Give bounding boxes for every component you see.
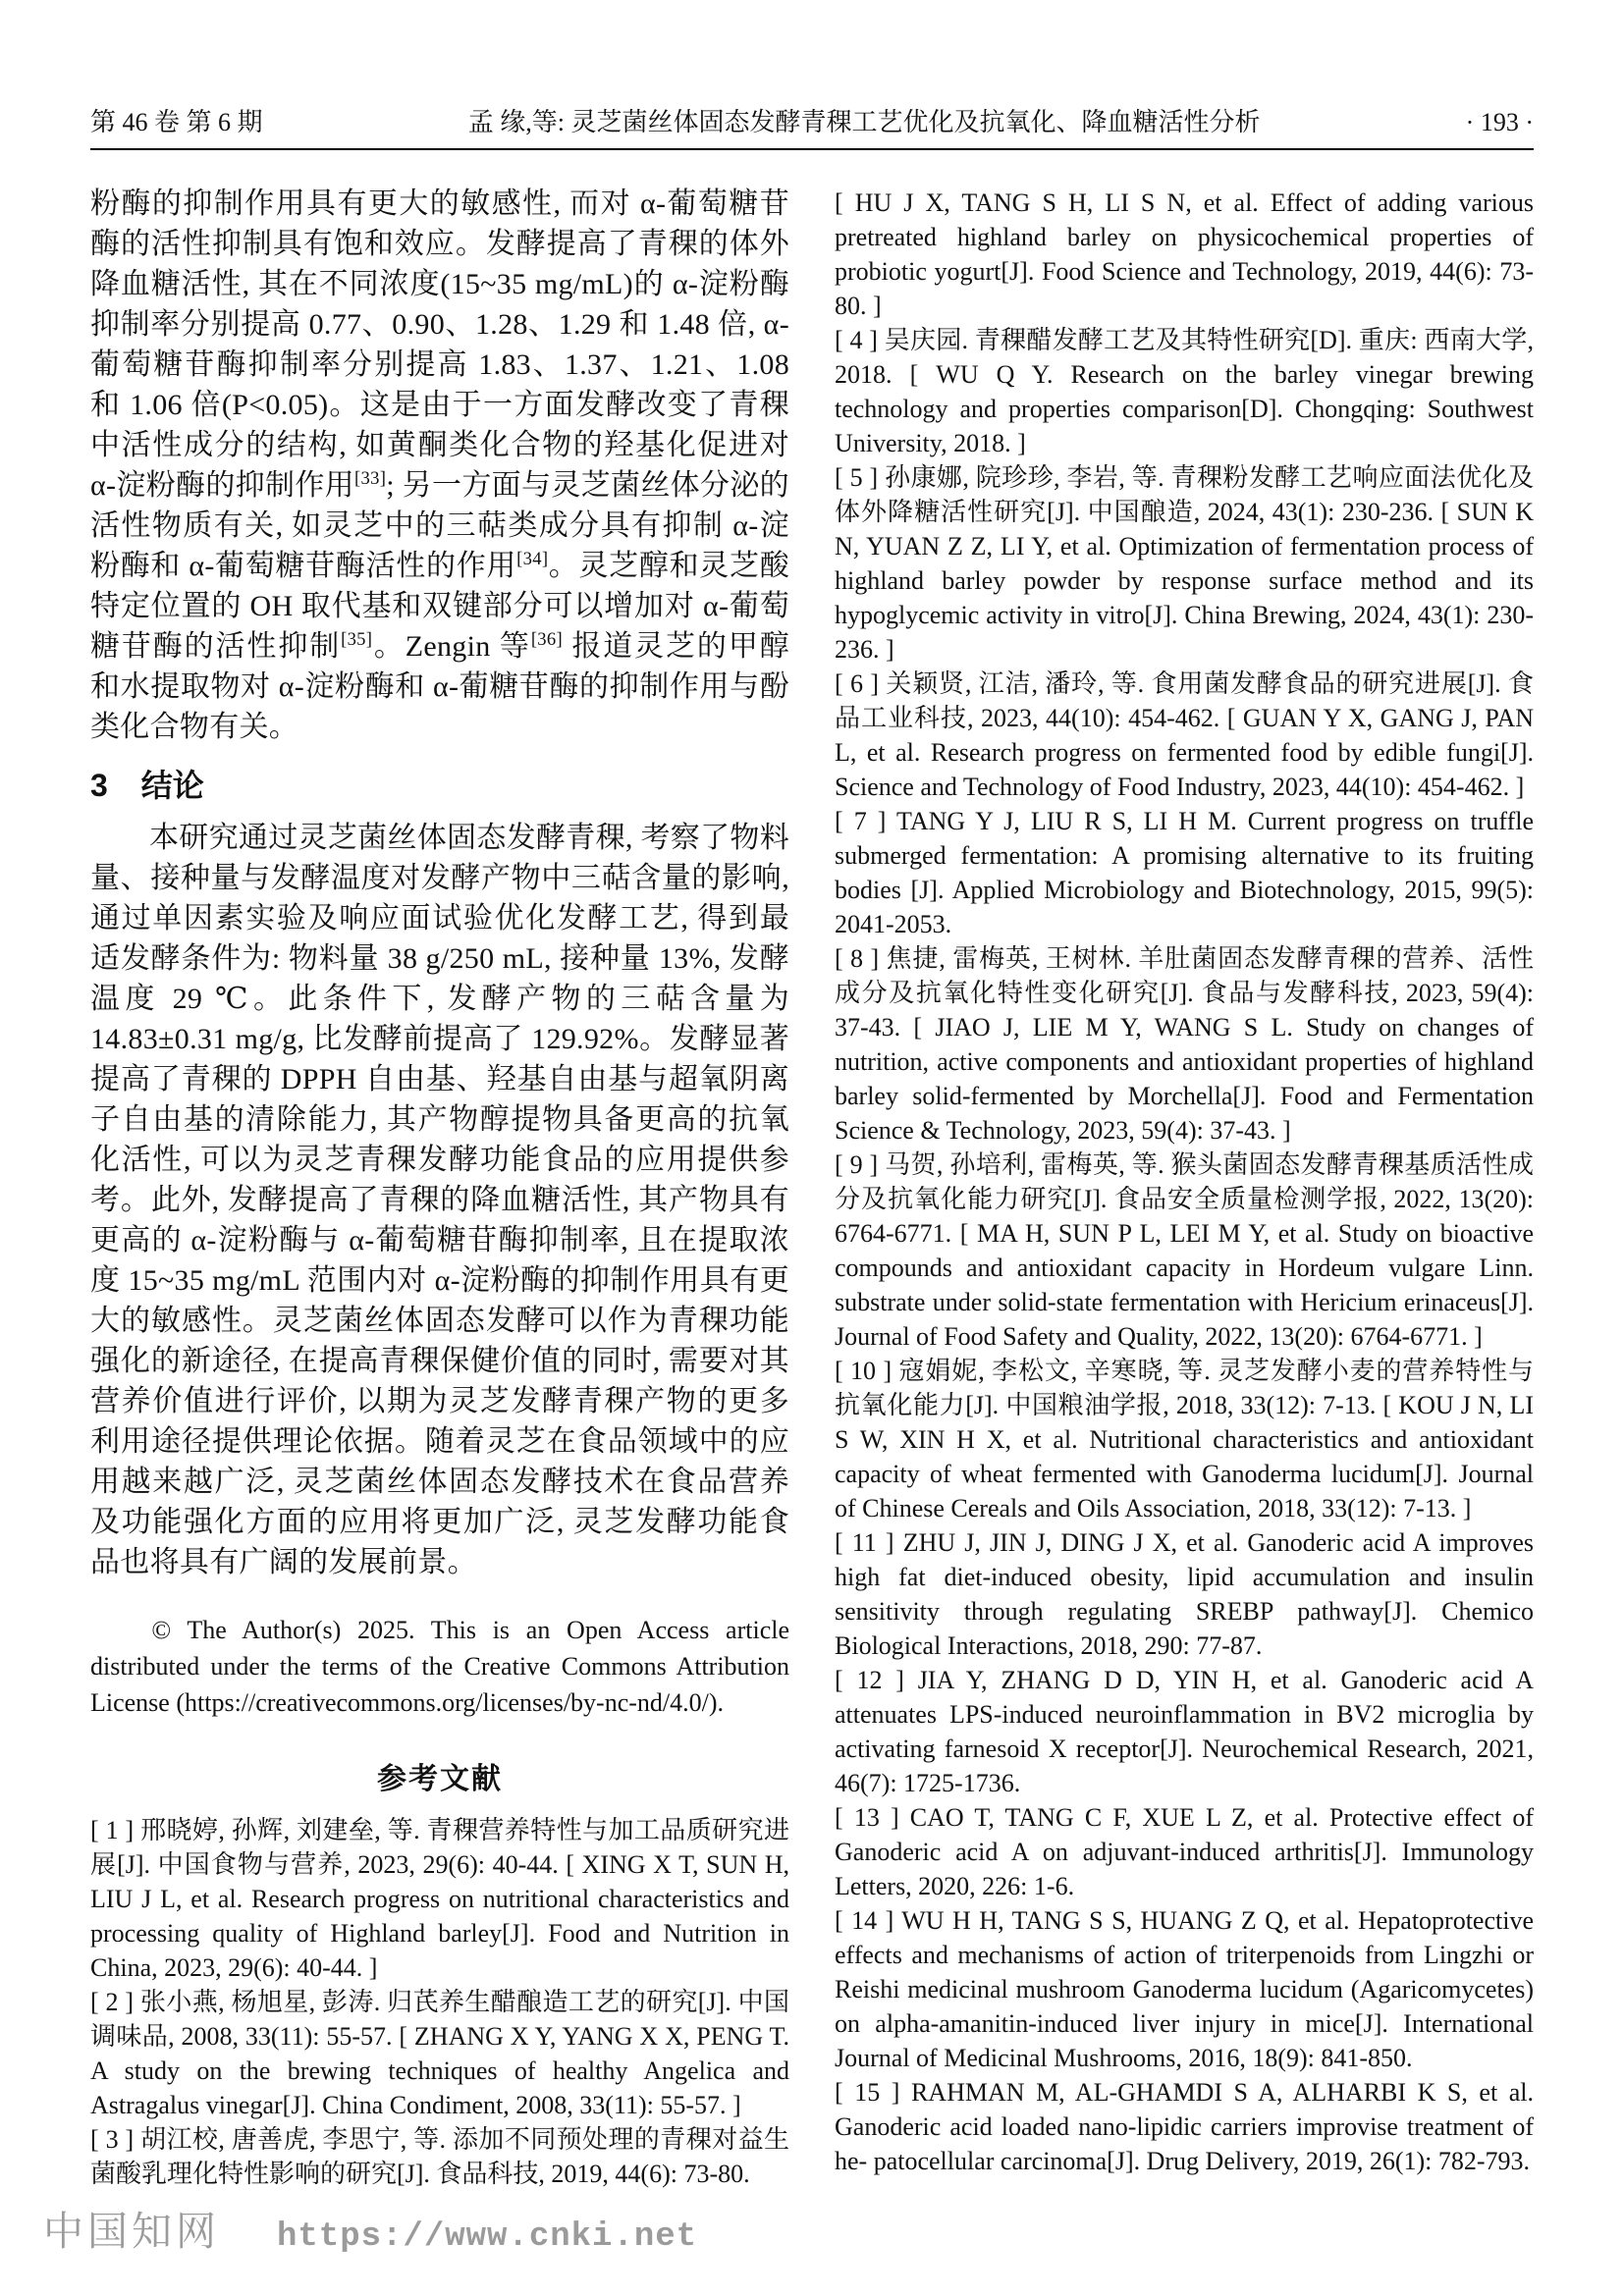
reference-item: [ HU J X, TANG S H, LI S N, et al. Effect of adding various pretreated highland barley on physicochemical properties of probiotic yogurt[J]. Food Science and Technology, 2019, 44(6): 73-80. ] [835,188,1534,320]
reference-item: [ 9 ] 马贺, 孙培利, 雷梅英, 等. 猴头菌固态发酵青稞基质活性成分及抗氧化能力研究[J]. 食品安全质量检测学报, 2022, 13(20): 6764-6771. [ MA H, SUN P L, LEI M Y, et al. Study on bioactive compounds and antioxidant capacity in Hordeum vulgare Linn. substrate under solid-state fermentation with Hericium erinaceus[J]. Journal of Food Safety and Quality, 2022, 13(20): 6764-6771. ] [835,1150,1534,1351]
reference-item: [ 5 ] 孙康娜, 院珍珍, 李岩, 等. 青稞粉发酵工艺响应面法优化及体外降糖活性研究[J]. 中国酿造, 2024, 43(1): 230-236. [ SUN K N, YUAN Z Z, LI Y, et al. Optimization of fermentation process of highland barley powder by response surface method and its hypoglycemic activity in vitro[J]. China Brewing, 2024, 43(1): 230-236. ] [835,463,1534,664]
reference-item: [ 6 ] 关颖贤, 江洁, 潘玲, 等. 食用菌发酵食品的研究进展[J]. 食品工业科技, 2023, 44(10): 454-462. [ GUAN Y X, GANG J, PAN L, et al. Research progress on fermented food by edible fungi[J]. Science and Technology of Food Industry, 2023, 44(10): 454-462. ] [835,669,1534,801]
volume-issue: 第 46 卷 第 6 期 [90,108,263,136]
section-heading-conclusion [90,761,789,806]
reference-item: [ 2 ] 张小燕, 杨旭星, 彭涛. 归芪养生醋酿造工艺的研究[J]. 中国调味品, 2008, 33(11): 55-57. [ ZHANG X Y, YANG X X, PENG T. A study on the brewing techniques of healthy Angelica and Astragalus vinegar[J]. China Condiment, 2008, 33(11): 55-57. ] [90,1988,789,2119]
reference-item: [ 15 ] RAHMAN M, AL-GHAMDI S A, ALHARBI K S, et al. Ganoderic acid loaded nano-lipidic carriers improvise treatment of he- patocellular carcinoma[J]. Drug Delivery, 2019, 26(1): 782-793. [835,2078,1534,2175]
reference-item: [ 14 ] WU H H, TANG S S, HUANG Z Q, et al. Hepatoprotective effects and mechanisms of action of triterpenoids from Lingzhi or Reishi medicinal mushroom Ganoderma lucidum (Agaricomycetes) on alpha-amanitin-induced liver injury in mice[J]. International Journal of Medicinal Mushrooms, 2016, 18(9): 841-850. [835,1906,1534,2072]
cnki-watermark-url: https://www.cnki.net [277,2218,698,2256]
reference-item: [ 13 ] CAO T, TANG C F, XUE L Z, et al. Protective effect of Ganoderic acid A on adjuvant-induced arthritis[J]. Immunology Letters, 2020, 226: 1-6. [835,1803,1534,1900]
reference-item: [ 4 ] 吴庆园. 青稞醋发酵工艺及其特性研究[D]. 重庆: 西南大学, 2018. [ WU Q Y. Research on the barley vinegar brewing technology and properties comparison[D]. Chongqing: Southwest University, 2018. ] [835,326,1534,457]
reference-item: [ 8 ] 焦捷, 雷梅英, 王树林. 羊肚菌固态发酵青稞的营养、活性成分及抗氧化特性变化研究[J]. 食品与发酵科技, 2023, 59(4): 37-43. [ JIAO J, LIE M Y, WANG S L. Study on changes of nutrition, active components and antioxidant properties of highland barley solid-fermented by Morchella[J]. Food and Fermentation Science & Technology, 2023, 59(4): 37-43. ] [835,944,1534,1145]
reference-item: [ 11 ] ZHU J, JIN J, DING J X, et al. Ganoderic acid A improves high fat diet-induced obesity, lipid accumulation and insulin sensitivity through regulating SREBP pathway[J]. Chemico Biological Interactions, 2018, 290: 77-87. [835,1528,1534,1660]
reference-item: [ 3 ] 胡江校, 唐善虎, 李思宁, 等. 添加不同预处理的青稞对益生菌酸乳理化特性影响的研究[J]. 食品科技, 2019, 44(6): 73-80. [90,2125,789,2188]
reference-item: [ 10 ] 寇娟妮, 李松文, 辛寒晓, 等. 灵芝发酵小麦的营养特性与抗氧化能力[J]. 中国粮油学报, 2018, 33(12): 7-13. [ KOU J N, LI S W, XIN H X, et al. Nutritional characteristics and antioxidant capacity of wheat fermented with Ganoderma lucidum[J]. Journal of Chinese Cereals and Oils Association, 2018, 33(12): 7-13. ] [835,1357,1534,1522]
references-heading: 参考文献 [377,1763,503,1795]
cnki-watermark [43,2199,697,2257]
right-column [835,184,1534,2191]
page-header [0,0,1624,148]
conclusion-paragraph: 本研究通过灵芝菌丝体固态发酵青稞, 考察了物料量、接种量与发酵温度对发酵产物中三萜含量的影响, 通过单因素实验及响应面试验优化发酵工艺, 得到最适发酵条件为: 物料量 38 g/250 mL, 接种量 13%, 发酵温度 29 ℃。此条件下, 发酵产物的三萜含量为 14.83±0.31 mg/g, 比发酵前提高了 129.92%。发酵显著提高了青稞的 DPPH 自由基、羟基自由基与超氧阴离子自由基的清除能力, 其产物醇提物具备更高的抗氧化活性, 可以为灵芝青稞发酵功能食品的应用提供参考。此外, 发酵提高了青稞的降血糖活性, 其产物具有更高的 α-淀粉酶与 α-葡萄糖苷酶抑制率, 且在提取浓度 15~35 mg/mL 范围内对 α-淀粉酶的抑制作用具有更大的敏感性。灵芝菌丝体固态发酵可以作为青稞功能强化的新途径, 在提高青稞保健价值的同时, 需要对其营养价值进行评价, 以期为灵芝发酵青稞产物的更多利用途径提供理论依据。随着灵芝在食品领域中的应用越来越广泛, 灵芝菌丝体固态发酵技术在食品营养及功能强化方面的应用将更加广泛, 灵芝发酵功能食品也将具有广阔的发展前景。 [90,822,789,1578]
left-column [90,184,789,2191]
section-title: 结论 [140,768,204,803]
section-number: 3 [90,768,108,803]
reference-item: [ 1 ] 邢晓婷, 孙辉, 刘建垒, 等. 青稞营养特性与加工品质研究进展[J]. 中国食物与营养, 2023, 29(6): 40-44. [ XING X T, SUN H, LIU J L, et al. Research progress on nutritional characteristics and processing quality of Highland barley[J]. Food and Nutrition in China, 2023, 29(6): 40-44. ] [90,1816,789,1982]
page-number: · 193 · [1465,108,1534,136]
continuation-paragraph: 粉酶的抑制作用具有更大的敏感性, 而对 α-葡萄糖苷酶的活性抑制具有饱和效应。发酵提高了青稞的体外降血糖活性, 其在不同浓度(15~35 mg/mL)的 α-淀粉酶抑制率分别提高 0.77、0.90、1.28、1.29 和 1.48 倍, α-葡萄糖苷酶抑制率分别提高 1.83、1.37、1.21、1.08 和 1.06 倍(P<0.05)。这是由于一方面发酵改变了青稞中活性成分的结构, 如黄酮类化合物的羟基化促进对 α-淀粉酶的抑制作用[33]; 另一方面与灵芝菌丝体分泌的活性物质有关, 如灵芝中的三萜类成分具有抑制 α-淀粉酶和 α-葡萄糖苷酶活性的作用[34]。灵芝醇和灵芝酸特定位置的 OH 取代基和双键部分可以增加对 α-葡萄糖苷酶的活性抑制[35]。Zengin 等[36] 报道灵芝的甲醇和水提取物对 α-淀粉酶和 α-葡糖苷酶的抑制作用与酚类化合物有关。 [90,187,789,743]
two-column-body [0,150,1624,2191]
reference-item: [ 7 ] TANG Y J, LIU R S, LI H M. Current progress on truffle submerged fermentation: A promising alternative to its fruiting bodies [J]. Applied Microbiology and Biotechnology, 2015, 99(5): 2041-2053. [835,807,1534,938]
cnki-watermark-text: 中国知网 [43,2209,220,2254]
reference-item: [ 12 ] JIA Y, ZHANG D D, YIN H, et al. Ganoderic acid A attenuates LPS-induced neuroinflammation in BV2 microglia by activating farnesoid X receptor[J]. Neurochemical Research, 2021, 46(7): 1725-1736. [835,1666,1534,1797]
running-title: 孟 缘,等: 灵芝菌丝体固态发酵青稞工艺优化及抗氧化、降血糖活性分析 [467,108,1261,136]
copyright-notice: © The Author(s) 2025. This is an Open Access article distributed under the terms of the Creative Commons Attribution License (https://creativecommons.org/licenses/by-nc-nd/4.0/). [90,1616,789,1717]
